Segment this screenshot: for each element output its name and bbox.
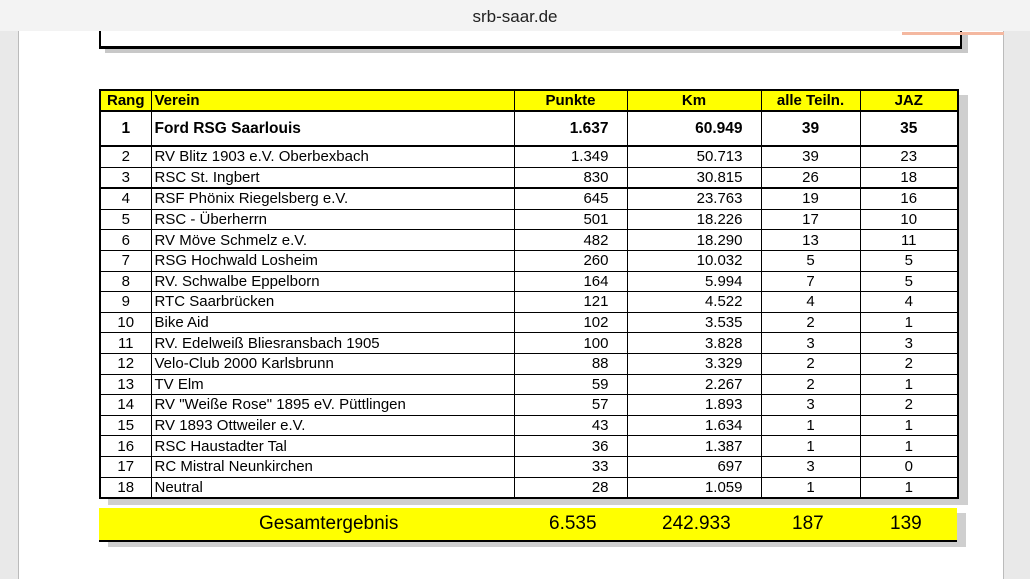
cell-verein: RSC St. Ingbert bbox=[151, 167, 514, 188]
cell-km: 1.634 bbox=[627, 415, 761, 436]
cell-jaz: 0 bbox=[860, 456, 958, 477]
cell-verein: RV 1893 Ottweiler e.V. bbox=[151, 415, 514, 436]
cell-jaz: 1 bbox=[860, 415, 958, 436]
cell-punkte: 88 bbox=[514, 353, 627, 374]
cell-jaz: 35 bbox=[860, 111, 958, 146]
cell-rang: 2 bbox=[100, 146, 151, 167]
cell-km: 18.290 bbox=[627, 230, 761, 251]
table-row bbox=[100, 167, 958, 188]
cell-verein: RV "Weiße Rose" 1895 eV. Püttlingen bbox=[151, 395, 514, 416]
cell-punkte: 830 bbox=[514, 167, 627, 188]
cell-punkte: 501 bbox=[514, 209, 627, 230]
table-row bbox=[100, 312, 958, 333]
cell-rang: 12 bbox=[100, 353, 151, 374]
cell-verein: RSC Haustadter Tal bbox=[151, 436, 514, 457]
table-row bbox=[100, 333, 958, 354]
viewer-gutter-left bbox=[0, 31, 18, 579]
table-row bbox=[100, 271, 958, 292]
cell-teilnehmer: 3 bbox=[761, 395, 860, 416]
cell-km: 18.226 bbox=[627, 209, 761, 230]
cell-verein: RTC Saarbrücken bbox=[151, 292, 514, 313]
total-label: Gesamtergebnis bbox=[259, 513, 399, 534]
cell-jaz: 1 bbox=[860, 312, 958, 333]
cell-teilnehmer: 17 bbox=[761, 209, 860, 230]
cell-teilnehmer: 13 bbox=[761, 230, 860, 251]
cell-punkte: 36 bbox=[514, 436, 627, 457]
table-row bbox=[100, 415, 958, 436]
total-jaz: 139 bbox=[890, 513, 922, 534]
cell-km: 1.893 bbox=[627, 395, 761, 416]
cell-km: 3.535 bbox=[627, 312, 761, 333]
cell-jaz: 5 bbox=[860, 250, 958, 271]
cell-verein: RV. Schwalbe Eppelborn bbox=[151, 271, 514, 292]
cell-punkte: 482 bbox=[514, 230, 627, 251]
cell-teilnehmer: 2 bbox=[761, 374, 860, 395]
cell-km: 30.815 bbox=[627, 167, 761, 188]
cell-km: 3.828 bbox=[627, 333, 761, 354]
table-header-row bbox=[100, 90, 958, 111]
cell-rang: 10 bbox=[100, 312, 151, 333]
cell-teilnehmer: 39 bbox=[761, 111, 860, 146]
cell-teilnehmer: 5 bbox=[761, 250, 860, 271]
cell-km: 60.949 bbox=[627, 111, 761, 146]
cell-punkte: 28 bbox=[514, 477, 627, 498]
cell-verein: RSF Phönix Riegelsberg e.V. bbox=[151, 188, 514, 209]
browser-address-bar[interactable] bbox=[0, 0, 1030, 31]
cell-jaz: 4 bbox=[860, 292, 958, 313]
cell-teilnehmer: 7 bbox=[761, 271, 860, 292]
cell-jaz: 2 bbox=[860, 395, 958, 416]
cell-rang: 1 bbox=[100, 111, 151, 146]
cell-rang: 14 bbox=[100, 395, 151, 416]
cell-km: 50.713 bbox=[627, 146, 761, 167]
cell-punkte: 33 bbox=[514, 456, 627, 477]
cell-rang: 3 bbox=[100, 167, 151, 188]
cell-jaz: 11 bbox=[860, 230, 958, 251]
cell-rang: 8 bbox=[100, 271, 151, 292]
cell-rang: 11 bbox=[100, 333, 151, 354]
cell-punkte: 121 bbox=[514, 292, 627, 313]
cell-rang: 9 bbox=[100, 292, 151, 313]
table-row bbox=[100, 456, 958, 477]
header-verein: Verein bbox=[151, 90, 514, 111]
cell-km: 5.994 bbox=[627, 271, 761, 292]
cell-rang: 7 bbox=[100, 250, 151, 271]
table-row bbox=[100, 477, 958, 498]
total-teilnehmer: 187 bbox=[792, 513, 824, 534]
cell-jaz: 18 bbox=[860, 167, 958, 188]
table-row bbox=[100, 395, 958, 416]
cell-km: 1.387 bbox=[627, 436, 761, 457]
cell-punkte: 1.637 bbox=[514, 111, 627, 146]
table-row bbox=[100, 209, 958, 230]
cell-jaz: 1 bbox=[860, 374, 958, 395]
cell-rang: 13 bbox=[100, 374, 151, 395]
table-row bbox=[100, 436, 958, 457]
cell-rang: 4 bbox=[100, 188, 151, 209]
viewer-gutter-right bbox=[1002, 31, 1030, 579]
url-label: srb-saar.de bbox=[472, 7, 558, 26]
cell-teilnehmer: 1 bbox=[761, 415, 860, 436]
cell-punkte: 43 bbox=[514, 415, 627, 436]
cell-rang: 16 bbox=[100, 436, 151, 457]
cell-jaz: 1 bbox=[860, 436, 958, 457]
cell-verein: RV Blitz 1903 e.V. Oberbexbach bbox=[151, 146, 514, 167]
cell-km: 697 bbox=[627, 456, 761, 477]
header-teilnehmer: alle Teiln. bbox=[761, 90, 860, 111]
cell-teilnehmer: 1 bbox=[761, 436, 860, 457]
previous-section-button-edge bbox=[902, 31, 1004, 35]
cell-verein: Ford RSG Saarlouis bbox=[151, 111, 514, 146]
cell-teilnehmer: 39 bbox=[761, 146, 860, 167]
cell-punkte: 260 bbox=[514, 250, 627, 271]
cell-verein: Bike Aid bbox=[151, 312, 514, 333]
total-km: 242.933 bbox=[662, 513, 731, 534]
cell-km: 10.032 bbox=[627, 250, 761, 271]
cell-verein: Velo-Club 2000 Karlsbrunn bbox=[151, 353, 514, 374]
cell-jaz: 10 bbox=[860, 209, 958, 230]
header-jaz: JAZ bbox=[860, 90, 958, 111]
cell-jaz: 2 bbox=[860, 353, 958, 374]
cell-teilnehmer: 26 bbox=[761, 167, 860, 188]
cell-teilnehmer: 1 bbox=[761, 477, 860, 498]
cell-teilnehmer: 3 bbox=[761, 333, 860, 354]
cell-verein: RC Mistral Neunkirchen bbox=[151, 456, 514, 477]
cell-km: 2.267 bbox=[627, 374, 761, 395]
cell-jaz: 3 bbox=[860, 333, 958, 354]
table-row bbox=[100, 250, 958, 271]
cell-teilnehmer: 19 bbox=[761, 188, 860, 209]
cell-teilnehmer: 2 bbox=[761, 353, 860, 374]
cell-rang: 5 bbox=[100, 209, 151, 230]
cell-rang: 18 bbox=[100, 477, 151, 498]
table-row bbox=[100, 374, 958, 395]
cell-rang: 6 bbox=[100, 230, 151, 251]
cell-punkte: 57 bbox=[514, 395, 627, 416]
cell-jaz: 1 bbox=[860, 477, 958, 498]
cell-jaz: 5 bbox=[860, 271, 958, 292]
cell-punkte: 164 bbox=[514, 271, 627, 292]
cell-verein: RV Möve Schmelz e.V. bbox=[151, 230, 514, 251]
cell-punkte: 645 bbox=[514, 188, 627, 209]
cell-verein: Neutral bbox=[151, 477, 514, 498]
table-row bbox=[100, 230, 958, 251]
table-row bbox=[100, 188, 958, 209]
cell-teilnehmer: 3 bbox=[761, 456, 860, 477]
cell-jaz: 16 bbox=[860, 188, 958, 209]
cell-jaz: 23 bbox=[860, 146, 958, 167]
table-row bbox=[100, 146, 958, 167]
cell-km: 3.329 bbox=[627, 353, 761, 374]
cell-km: 23.763 bbox=[627, 188, 761, 209]
table-row bbox=[100, 292, 958, 313]
document-page bbox=[18, 31, 1004, 579]
cell-punkte: 1.349 bbox=[514, 146, 627, 167]
cell-rang: 17 bbox=[100, 456, 151, 477]
cell-punkte: 59 bbox=[514, 374, 627, 395]
header-km: Km bbox=[627, 90, 761, 111]
cell-teilnehmer: 4 bbox=[761, 292, 860, 313]
cell-teilnehmer: 2 bbox=[761, 312, 860, 333]
ranking-table bbox=[99, 89, 959, 499]
cell-punkte: 102 bbox=[514, 312, 627, 333]
cell-verein: TV Elm bbox=[151, 374, 514, 395]
cell-km: 4.522 bbox=[627, 292, 761, 313]
cell-punkte: 100 bbox=[514, 333, 627, 354]
total-row bbox=[99, 508, 957, 542]
cell-verein: RSG Hochwald Losheim bbox=[151, 250, 514, 271]
header-rang: Rang bbox=[100, 90, 151, 111]
total-punkte: 6.535 bbox=[549, 513, 597, 534]
header-punkte: Punkte bbox=[514, 90, 627, 111]
cell-km: 1.059 bbox=[627, 477, 761, 498]
table-row bbox=[100, 353, 958, 374]
cell-rang: 15 bbox=[100, 415, 151, 436]
table-row bbox=[100, 111, 958, 146]
previous-table-fragment bbox=[99, 31, 962, 49]
cell-verein: RV. Edelweiß Bliesransbach 1905 bbox=[151, 333, 514, 354]
cell-verein: RSC - Überherrn bbox=[151, 209, 514, 230]
